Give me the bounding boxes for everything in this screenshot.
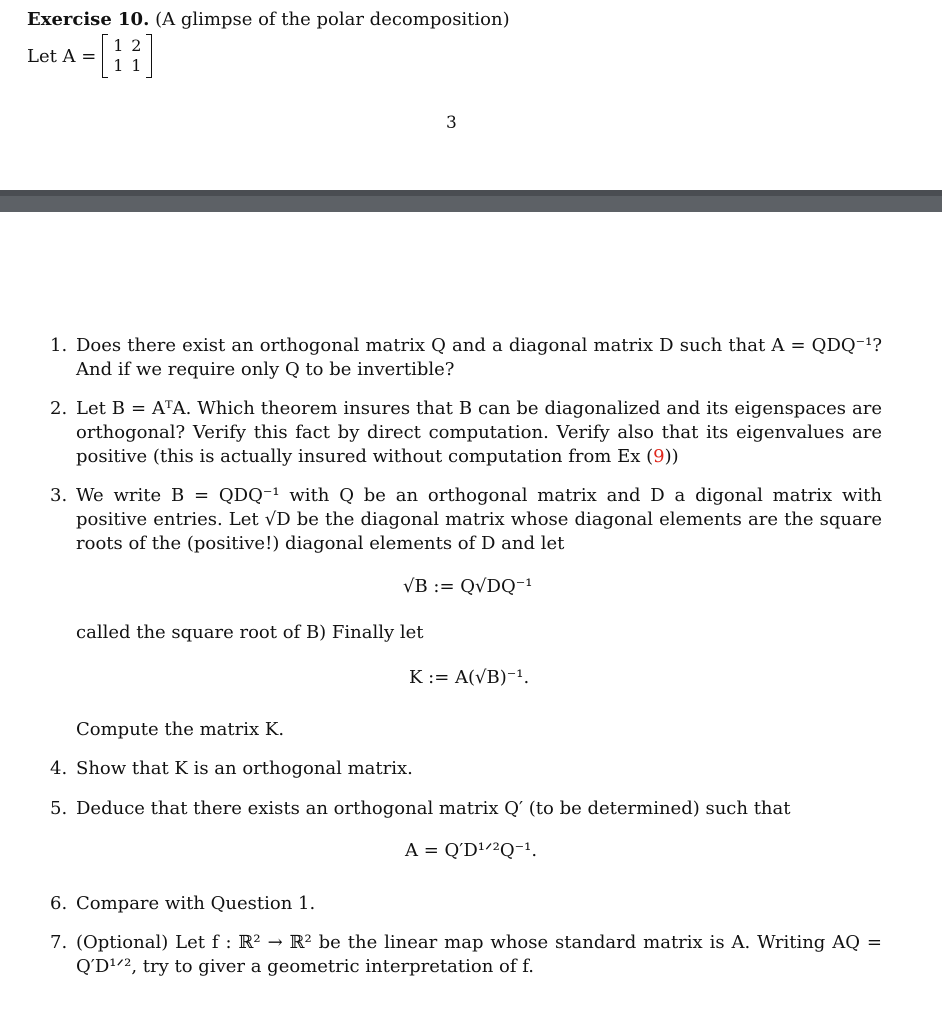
question-number: 2. [50,398,68,419]
question-text: We write B = QDQ⁻¹ with Q be an orthogonal matrix and D a digonal matrix with positive entries. Let √D be the diagonal matrix whose diagonal elements are the square roots of the (positive!) diagonal elements of D and let [76,485,882,554]
question-number: 6. [50,893,68,914]
text-compute-K: Compute the matrix K. [76,719,285,740]
question-1 [50,334,882,382]
question-text: Does there exist an orthogonal matrix Q and a diagonal matrix D such that A = QDQ⁻¹? And if we require only Q to be invertible? [76,335,882,380]
display-equation-sqrtB: √B := Q√DQ⁻¹ [403,576,533,597]
matrix-entry: 1 [113,36,124,55]
question-text: Show that K is an orthogonal matrix. [76,758,413,779]
previous-page-bottom [0,0,942,190]
matrix-definition [27,33,152,79]
matrix-entry: 1 [131,56,142,75]
matrix-A [102,34,152,78]
matrix-entry: 2 [131,36,142,55]
right-bracket [146,34,152,78]
question-3 [50,484,882,556]
exercise-reference-link[interactable]: 9 [653,446,665,467]
page-divider [0,190,942,212]
let-label: Let A = [27,45,97,67]
exercise-number: Exercise 10. [27,9,150,30]
question-5 [50,797,882,821]
exercise-title: (A glimpse of the polar decomposition) [155,9,510,30]
question-text: (Optional) Let f : ℝ² → ℝ² be the linear map whose standard matrix is A. Writing AQ = Q′D¹ᐟ², try to giver a geometric interpretation of f. [76,932,882,977]
matrix-entry: 1 [113,56,124,75]
text-called-square-root: called the square root of B) Finally let [76,622,424,643]
question-number: 5. [50,798,68,819]
question-number: 1. [50,335,68,356]
question-text-part: Let B = AᵀA. Which theorem insures that B can be diagonalized and its eigenspaces are orthogonal? Verify this fact by direct computation. Verify also that its eigenvalues are positive (this is actually insured without computation from Ex ( [76,398,882,467]
question-4 [50,757,882,781]
exercise-heading [27,8,510,32]
page-number: 3 [446,113,457,133]
question-number: 4. [50,758,68,779]
question-text: Compare with Question 1. [76,893,316,914]
question-number: 3. [50,485,68,506]
display-equation-K: K := A(√B)⁻¹. [409,667,530,688]
question-6 [50,892,882,916]
matrix-entries [108,34,146,78]
question-text [76,397,882,469]
question-text-part: )) [664,446,679,467]
question-7 [50,931,882,979]
question-2 [50,397,882,469]
question-number: 7. [50,932,68,953]
display-equation-A-decomposition: A = Q′D¹ᐟ²Q⁻¹. [405,840,538,861]
question-text: Deduce that there exists an orthogonal matrix Q′ (to be determined) such that [76,798,791,819]
